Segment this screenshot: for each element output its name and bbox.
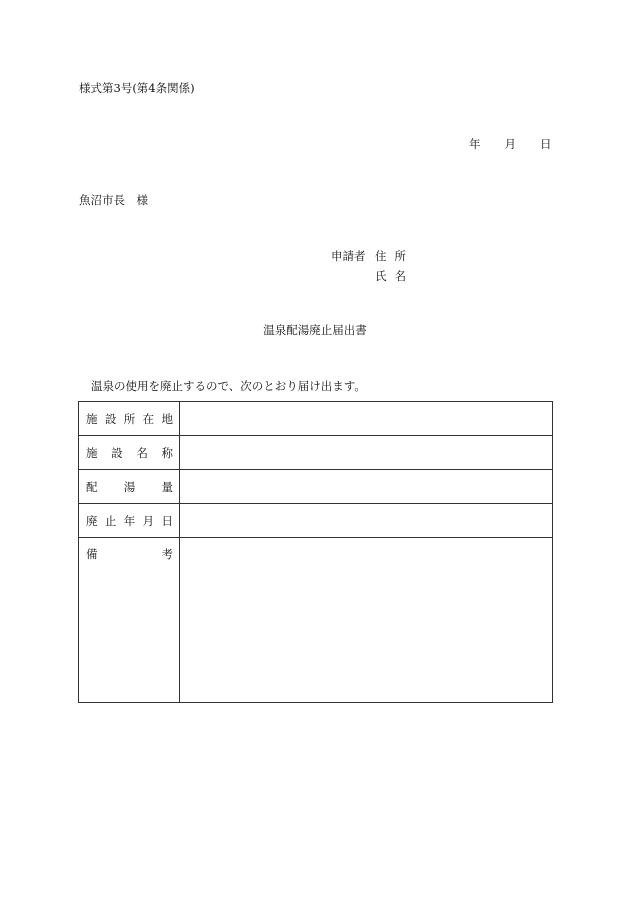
table-row	[79, 402, 553, 436]
table-row	[79, 436, 553, 470]
facility-name-label-cell	[79, 436, 180, 470]
remarks-value-cell[interactable]	[180, 538, 553, 703]
table-row	[79, 470, 553, 504]
hot-water-volume-label: 配 湯 量	[86, 479, 173, 494]
date-month-label: 月	[504, 137, 516, 151]
abolition-date-label-cell	[79, 504, 180, 538]
hot-water-volume-value-cell[interactable]	[180, 470, 553, 504]
date-day-label: 日	[540, 137, 552, 151]
facility-location-label: 施 設 所 在 地	[86, 411, 173, 426]
document-title: 温泉配湯廃止届出書	[263, 323, 367, 337]
date-year-label: 年	[469, 137, 481, 151]
table-row	[79, 504, 553, 538]
applicant-role-label: 申請者	[331, 249, 366, 263]
abolition-date-label: 廃 止 年 月 日	[86, 513, 173, 528]
form-table	[78, 401, 553, 703]
name-label: 氏名	[375, 269, 414, 283]
table-row	[79, 538, 553, 703]
facility-location-value-cell[interactable]	[180, 402, 553, 436]
remarks-label-cell	[79, 538, 180, 703]
applicant-block	[331, 249, 414, 289]
facility-location-label-cell	[79, 402, 180, 436]
facility-name-value-cell[interactable]	[180, 436, 553, 470]
statement-text: 温泉の使用を廃止するので、次のとおり届け出ます。	[91, 379, 366, 393]
facility-name-label: 施 設 名 称	[86, 445, 173, 460]
date-line	[469, 137, 552, 151]
form-number: 様式第3号(第4条関係)	[79, 81, 195, 95]
abolition-date-value-cell[interactable]	[180, 504, 553, 538]
hot-water-volume-label-cell	[79, 470, 180, 504]
remarks-label: 備 考	[86, 547, 173, 561]
addressee: 魚沼市長 様	[79, 193, 148, 207]
address-label: 住所	[375, 249, 414, 263]
